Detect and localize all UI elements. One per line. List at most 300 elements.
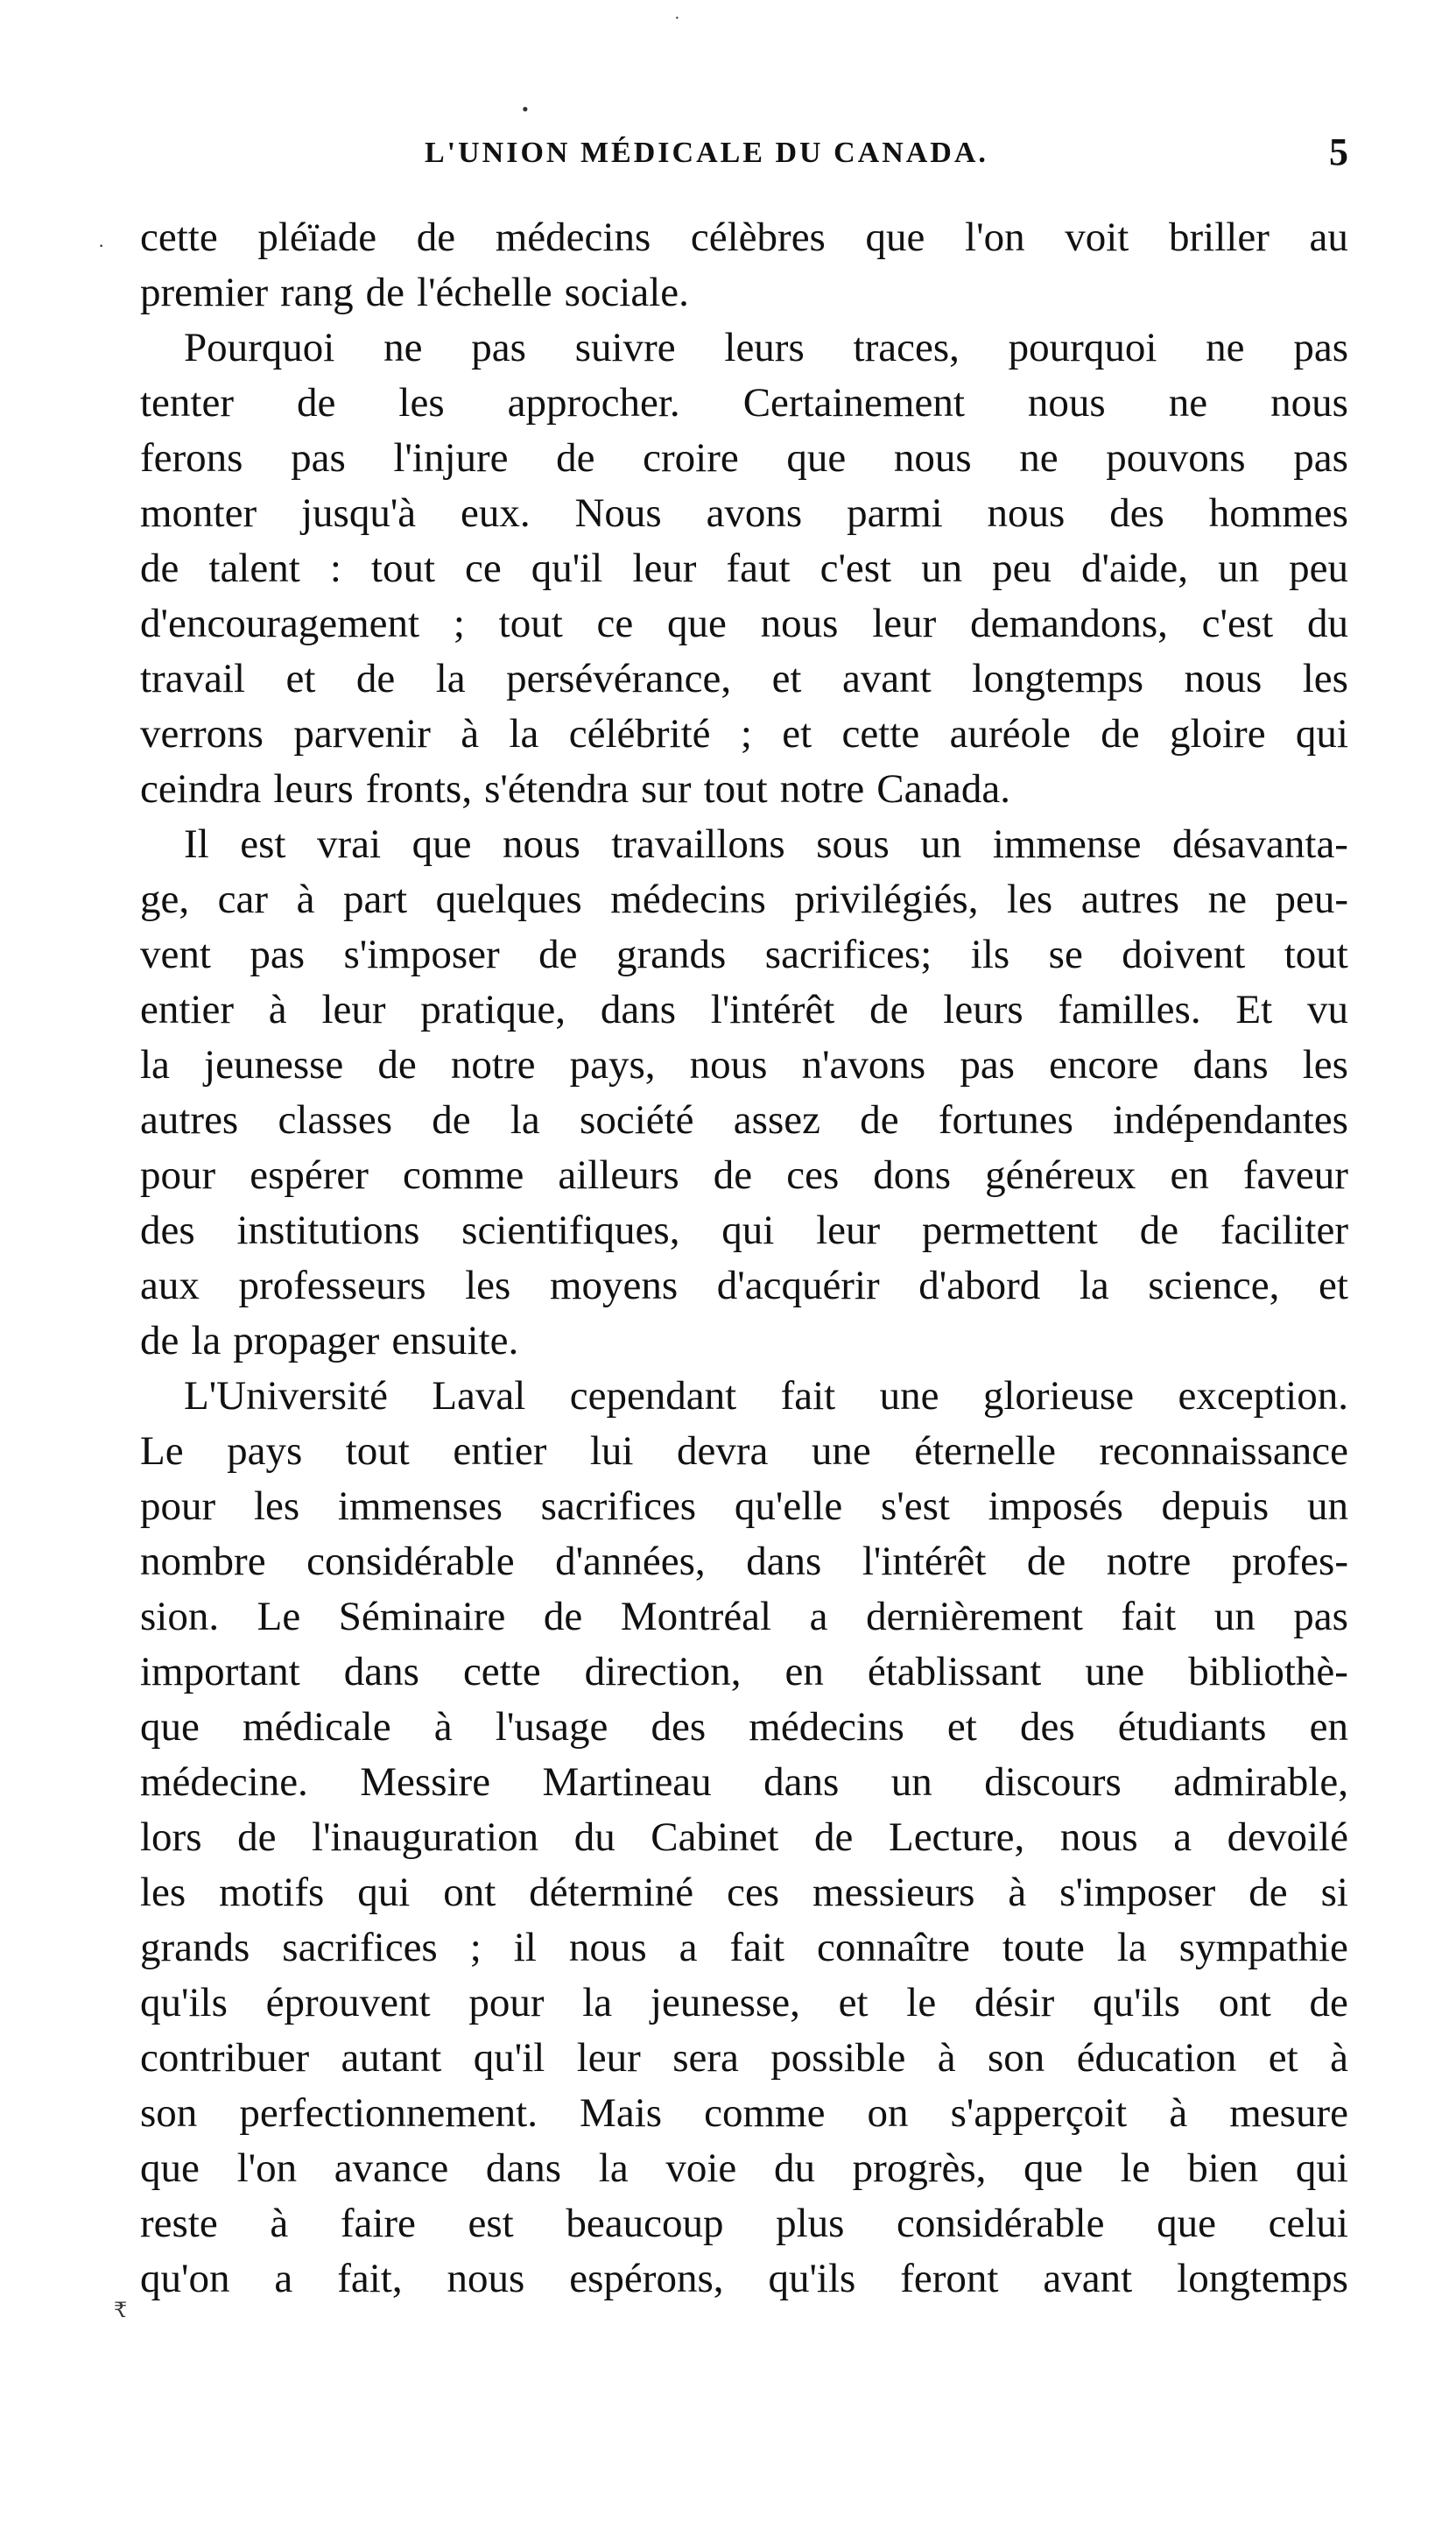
word: classes [278, 1097, 392, 1143]
word: nous [502, 821, 580, 867]
word: assez [733, 1097, 820, 1143]
word: toute [1002, 1925, 1085, 1970]
word: de [432, 1097, 471, 1143]
word: Séminaire [338, 1594, 506, 1639]
word: Certainement [742, 380, 965, 426]
word: que [1023, 2145, 1083, 2191]
word: depuis [1161, 1483, 1270, 1529]
text-line [140, 1369, 1348, 1424]
word: que [786, 435, 847, 481]
word: de [860, 1097, 899, 1143]
word: ce [596, 601, 634, 646]
word: jeunesse [204, 1042, 344, 1088]
word: et [946, 1704, 977, 1750]
word: qu'elle [734, 1483, 843, 1529]
word: peu- [1275, 877, 1348, 922]
text-line [140, 1534, 1348, 1589]
word: cette [841, 711, 920, 757]
text-line [140, 1645, 1348, 1700]
word: de [297, 380, 336, 426]
word: société [580, 1097, 694, 1143]
word: connaître [817, 1925, 970, 1970]
word: de [538, 932, 578, 977]
text-line [140, 652, 1348, 707]
word: longtemps [1177, 2256, 1348, 2301]
word: ne [1206, 325, 1245, 370]
text-line [140, 1810, 1348, 1865]
word: s'apperçoit [950, 2090, 1128, 2136]
word: pays [227, 1428, 303, 1474]
word: de [713, 1152, 753, 1198]
word: sous [816, 821, 890, 867]
word: des [1019, 1704, 1075, 1750]
word: médecins [749, 1704, 904, 1750]
word: immenses [337, 1483, 503, 1529]
word: grands [140, 1925, 250, 1970]
word: nous [760, 601, 839, 646]
word: ne [383, 325, 423, 370]
word: : [329, 546, 341, 591]
word: ils [970, 932, 1010, 977]
word: ge, [140, 877, 190, 922]
word: de [416, 215, 456, 260]
word: progrès, [852, 2145, 987, 2191]
word: nous [568, 1925, 647, 1970]
word: ont [1218, 1980, 1271, 2025]
word: cette [462, 1649, 541, 1694]
word: l'usage [495, 1704, 608, 1750]
word: étudiants [1117, 1704, 1267, 1750]
text-line [140, 762, 1348, 817]
text-line [140, 1865, 1348, 1920]
word: tout [370, 546, 436, 591]
word: en [1309, 1704, 1348, 1750]
word: ferons [140, 435, 243, 481]
word: leur [321, 987, 386, 1032]
word: eux. [461, 490, 531, 536]
word: mesure [1229, 2090, 1348, 2136]
word: au [1309, 215, 1348, 260]
word: la [435, 656, 466, 701]
word: contribuer [140, 2035, 310, 2081]
word: considérable [306, 1539, 515, 1584]
word: Mais [580, 2090, 663, 2136]
word: institutions [236, 1208, 420, 1253]
word: professeurs [238, 1263, 426, 1308]
word: du [773, 2145, 815, 2191]
word: pas [250, 932, 306, 977]
word: plus [776, 2201, 845, 2246]
word: profes- [1231, 1539, 1348, 1584]
word: comme [402, 1152, 524, 1198]
word: désavanta- [1172, 821, 1348, 867]
word: entier [453, 1428, 547, 1474]
word: ont [443, 1870, 496, 1915]
word: ; [740, 711, 752, 757]
word: pas [1293, 325, 1348, 370]
text-line [140, 541, 1348, 596]
journal-title: L'UNION MÉDICALE DU CANADA. [425, 137, 988, 169]
text-line [140, 210, 1348, 265]
word: cette [140, 215, 218, 260]
text-line [140, 983, 1348, 1038]
word: s'est [880, 1483, 950, 1529]
word: à [433, 1704, 453, 1750]
word: discours [984, 1759, 1122, 1805]
word: de [140, 546, 179, 591]
text-line [140, 1093, 1348, 1148]
word: direction, [584, 1649, 742, 1694]
word: leurs [943, 987, 1023, 1032]
text-line [140, 1424, 1348, 1479]
word: Il [184, 821, 209, 867]
word: nous [689, 1042, 768, 1088]
word: nous [1184, 656, 1263, 701]
word: pour [140, 1152, 216, 1198]
word: pas [291, 435, 346, 481]
word: autres [140, 1097, 239, 1143]
word: les [1302, 1042, 1348, 1088]
word: scientifiques, [461, 1208, 680, 1253]
word: la [1116, 1925, 1147, 1970]
word: le [906, 1980, 937, 2025]
text-line [140, 486, 1348, 541]
word: propager [233, 1318, 380, 1363]
word: des [140, 1208, 195, 1253]
word: pas [471, 325, 526, 370]
word: avons [706, 490, 803, 536]
word: de [1139, 1208, 1179, 1253]
word: espérons, [569, 2256, 724, 2301]
word: permettent [921, 1208, 1098, 1253]
word: s'imposer [1059, 1870, 1216, 1915]
word: sera [672, 2035, 739, 2081]
word: désir [974, 1980, 1055, 2025]
word: et [1268, 2035, 1298, 2081]
word: a [809, 1594, 828, 1639]
word: pas [1293, 1594, 1348, 1639]
word: leur [576, 2035, 641, 2081]
word: qu'ils [1093, 1980, 1180, 2025]
word: feront [900, 2256, 999, 2301]
word: de [237, 1814, 277, 1860]
word: pléïade [257, 215, 377, 260]
word: Le [140, 1428, 184, 1474]
word: ; [453, 601, 465, 646]
word: l'inauguration [312, 1814, 539, 1860]
word: d'acquérir [716, 1263, 880, 1308]
text-line [140, 1589, 1348, 1645]
word: de [365, 270, 405, 315]
word: ; [469, 1925, 482, 1970]
word: son [988, 2035, 1045, 2081]
word: espérer [250, 1152, 369, 1198]
word: indépendantes [1113, 1097, 1348, 1143]
word: moyens [549, 1263, 679, 1308]
word: l'injure [393, 435, 509, 481]
word: célébrité [568, 711, 711, 757]
word: médicale [243, 1704, 391, 1750]
word: à [1169, 2090, 1188, 2136]
word: avance [334, 2145, 449, 2191]
word: fait, [337, 2256, 403, 2301]
word: s'imposer [343, 932, 500, 977]
word: dans [485, 2145, 562, 2191]
word: c'est [1201, 601, 1274, 646]
speck-mark-head: • [522, 98, 529, 120]
word: aux [140, 1263, 200, 1308]
word: pays, [569, 1042, 656, 1088]
word: ces [786, 1152, 840, 1198]
word: hommes [1208, 490, 1348, 536]
word: reste [140, 2201, 218, 2246]
word: encore [1049, 1042, 1159, 1088]
word: le [1120, 2145, 1150, 2191]
word: pourquoi [1008, 325, 1157, 370]
word: ce [465, 546, 502, 591]
word: sacrifices [540, 1483, 697, 1529]
word: fait [1121, 1594, 1177, 1639]
word: d'aide, [1081, 546, 1189, 591]
word: avant [1043, 2256, 1133, 2301]
word: auréole [949, 711, 1071, 757]
word: à [461, 711, 480, 757]
word: notre [779, 766, 865, 812]
word: en [1170, 1152, 1209, 1198]
word: c'est [819, 546, 892, 591]
word: reconnaissance [1099, 1428, 1348, 1474]
word: un [921, 546, 963, 591]
word: à [296, 877, 315, 922]
word: notre [450, 1042, 536, 1088]
word: cependant [569, 1373, 737, 1419]
word: qu'on [140, 2256, 230, 2301]
word: parvenir [293, 711, 431, 757]
word: s'étendra [484, 766, 630, 812]
word: comme [704, 2090, 826, 2136]
word: tout [345, 1428, 410, 1474]
word: demandons, [970, 601, 1168, 646]
word: beaucoup [566, 2201, 724, 2246]
word: doivent [1122, 932, 1246, 977]
page-number: 5 [1329, 130, 1348, 173]
word: un [1218, 546, 1260, 591]
word: vrai [316, 821, 382, 867]
word: Laval [432, 1373, 526, 1419]
word: faire [340, 2201, 416, 2246]
word: nous [1059, 1814, 1138, 1860]
word: Et [1235, 987, 1273, 1032]
word: fronts, [365, 766, 473, 812]
word: est [468, 2201, 514, 2246]
word: les [140, 1870, 186, 1915]
word: un [920, 821, 962, 867]
word: médecins [610, 877, 766, 922]
word: éprouvent [265, 1980, 431, 2025]
word: que [865, 215, 925, 260]
word: que [1157, 2201, 1217, 2246]
word: de [140, 1318, 179, 1363]
word: rang [280, 270, 354, 315]
word: Pourquoi [184, 325, 335, 370]
word: que [140, 2145, 200, 2191]
word: de [869, 987, 909, 1032]
text-line [140, 817, 1348, 872]
word: est [240, 821, 286, 867]
word: de [814, 1814, 854, 1860]
word: du [573, 1814, 615, 1860]
word: dons [873, 1152, 952, 1198]
text-line [140, 2196, 1348, 2251]
word: fortunes [938, 1097, 1073, 1143]
word: persévérance, [506, 656, 732, 701]
word: Le [257, 1594, 301, 1639]
word: avant [841, 656, 932, 701]
word: éducation [1076, 2035, 1237, 2081]
text-line [140, 1976, 1348, 2031]
word: des [651, 1704, 707, 1750]
word: approcher. [507, 380, 680, 426]
word: qu'il [531, 546, 603, 591]
word: sacrifices [282, 1925, 438, 1970]
word: ne [1168, 380, 1208, 426]
word: en [784, 1649, 824, 1694]
word: la [510, 1097, 540, 1143]
word: les [398, 380, 445, 426]
text-line [140, 1038, 1348, 1093]
word: qu'il [473, 2035, 545, 2081]
word: et [838, 1980, 869, 2025]
text-line [140, 707, 1348, 762]
word: celui [1268, 2201, 1348, 2246]
word: qu'ils [768, 2256, 856, 2301]
word: fait [780, 1373, 836, 1419]
word: et [782, 711, 812, 757]
word: vent [140, 932, 211, 977]
word: peu [1289, 546, 1348, 591]
word: son [140, 2090, 198, 2136]
word: que [140, 1704, 200, 1750]
word: sion. [140, 1594, 220, 1639]
word: sacrifices; [764, 932, 932, 977]
word: leurs [724, 325, 805, 370]
text-line [140, 596, 1348, 652]
word: ne [1019, 435, 1059, 481]
word: nous [893, 435, 972, 481]
word: ne [1207, 877, 1247, 922]
word: leur [872, 601, 937, 646]
word: nous [1270, 380, 1348, 426]
word: la [140, 1042, 170, 1088]
text-line [140, 1314, 1348, 1369]
word: de [556, 435, 595, 481]
word: lors [140, 1814, 202, 1860]
word: qu'ils [140, 1980, 228, 2025]
word: voit [1065, 215, 1129, 260]
word: d'abord [918, 1263, 1041, 1308]
text-line [140, 2086, 1348, 2141]
word: la [191, 1318, 222, 1363]
word: d'années, [555, 1539, 706, 1584]
word: la [598, 2145, 629, 2191]
word: perfectionnement. [239, 2090, 538, 2136]
word: se [1048, 932, 1083, 977]
word: quelques [435, 877, 582, 922]
word: dans [763, 1759, 840, 1805]
word: les [1302, 656, 1348, 701]
word: a [274, 2256, 293, 2301]
word: célèbres [690, 215, 826, 260]
word: on [867, 2090, 909, 2136]
word: a [679, 1925, 698, 1970]
word: leurs [273, 766, 354, 812]
word: de [355, 656, 396, 701]
word: autant [341, 2035, 442, 2081]
word: imposés [988, 1483, 1123, 1529]
word: de [1026, 1539, 1066, 1584]
word: exception. [1178, 1373, 1348, 1419]
word: faciliter [1220, 1208, 1348, 1253]
word: autres [1080, 877, 1180, 922]
text-line [140, 321, 1348, 376]
word: l'on [236, 2145, 298, 2191]
word: vu [1306, 987, 1348, 1032]
word: qui [1295, 2145, 1348, 2191]
word: Messire [360, 1759, 491, 1805]
word: les [253, 1483, 300, 1529]
word: Nous [574, 490, 662, 536]
word: la [582, 1980, 613, 2025]
word: l'on [965, 215, 1025, 260]
word: tout [1284, 932, 1348, 977]
word: l'intérêt [862, 1539, 987, 1584]
word: pas [960, 1042, 1015, 1088]
word: un [1307, 1483, 1348, 1529]
word: sur [641, 766, 692, 812]
word: leur [816, 1208, 881, 1253]
word: sympathie [1178, 1925, 1348, 1970]
word: entier [140, 987, 234, 1032]
word: à [270, 2201, 289, 2246]
word: nous [447, 2256, 525, 2301]
word: une [811, 1428, 871, 1474]
word: de [1101, 711, 1140, 757]
word: dans [746, 1539, 822, 1584]
word: traces, [853, 325, 960, 370]
word: du [1306, 601, 1348, 646]
word: un [890, 1759, 932, 1805]
word: et [771, 656, 802, 701]
text-line [140, 2141, 1348, 2196]
word: travail [140, 656, 246, 701]
word: et [285, 656, 316, 701]
word: médecine. [140, 1759, 308, 1805]
word: glorieuse [982, 1373, 1135, 1419]
word: que [667, 601, 727, 646]
text-line [140, 265, 1348, 321]
word: motifs [219, 1870, 325, 1915]
text-line [140, 872, 1348, 927]
word: dans [600, 987, 676, 1032]
word: pour [140, 1483, 216, 1529]
word: de [543, 1594, 583, 1639]
word: que [411, 821, 472, 867]
word: tenter [140, 380, 234, 426]
word: pouvons [1106, 435, 1246, 481]
word: L'Université [184, 1373, 388, 1419]
word: leur [632, 546, 697, 591]
word: tout [703, 766, 768, 812]
